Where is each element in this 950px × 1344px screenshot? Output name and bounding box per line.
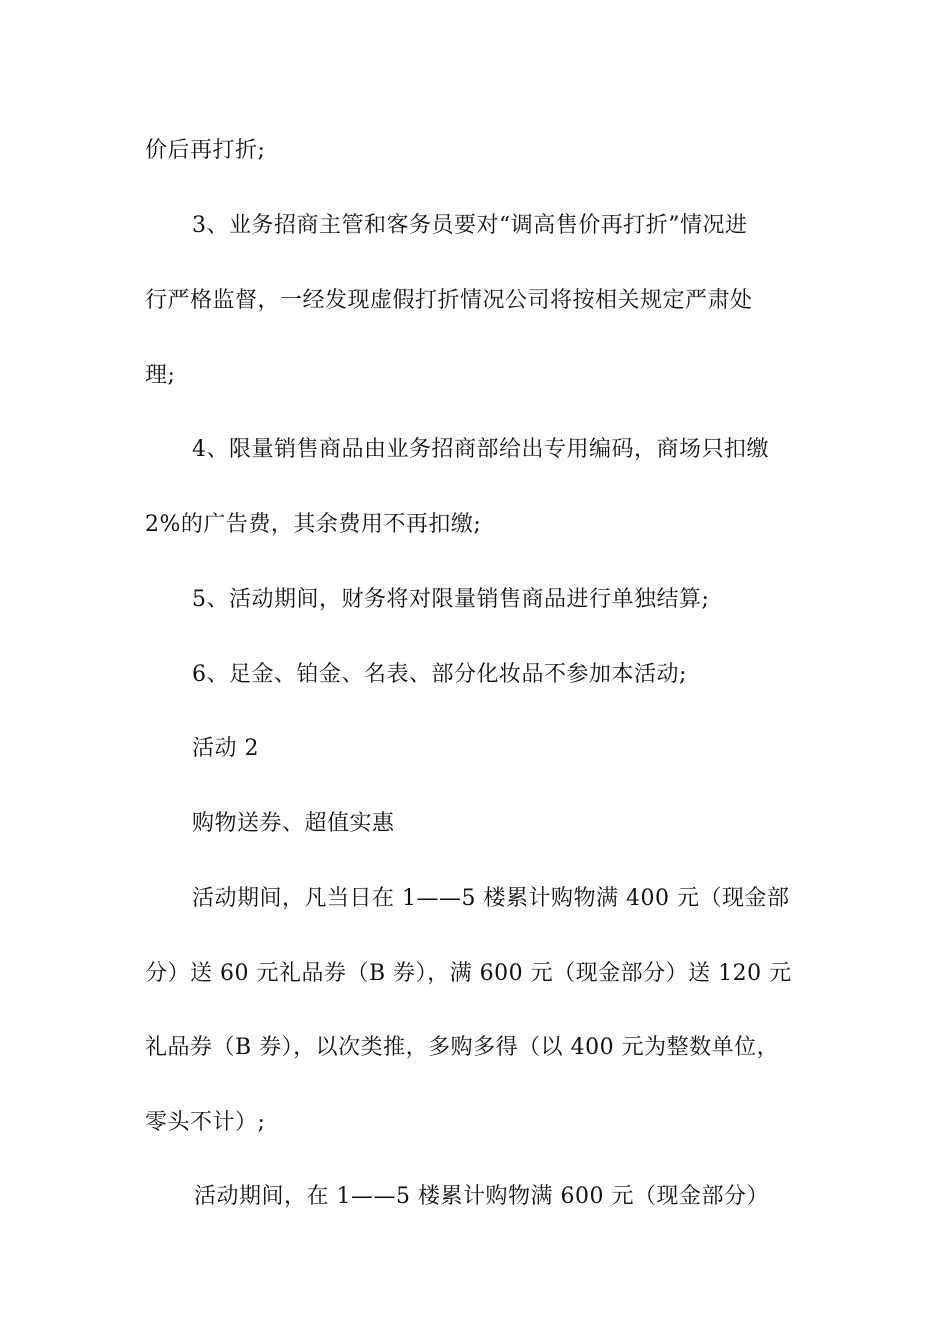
paragraph-line: 6、足金、铂金、名表、部分化妆品不参加本活动;	[192, 662, 687, 687]
paragraph-line: 零头不计）;	[145, 1110, 266, 1135]
paragraph-line: 行严格监督，一经发现虚假打折情况公司将按相关规定严肃处	[145, 288, 753, 313]
section-subheading: 购物送券、超值实惠	[192, 811, 395, 836]
paragraph-line: 4、限量销售商品由业务招商部给出专用编码，商场只扣缴	[192, 437, 769, 462]
paragraph-line: 活动期间，凡当日在 1——5 楼累计购物满 400 元（现金部	[192, 886, 790, 911]
paragraph-line: 2%的广告费，其余费用不再扣缴;	[145, 512, 482, 537]
paragraph-line: 价后再打折;	[145, 138, 266, 163]
paragraph-line: 5、活动期间，财务将对限量销售商品进行单独结算;	[192, 587, 710, 612]
paragraph-line: 分）送 60 元礼品券（B 券），满 600 元（现金部分）送 120 元	[145, 961, 792, 986]
paragraph-line: 礼品券（B 券），以次类推，多购多得（以 400 元为整数单位，	[145, 1035, 780, 1060]
paragraph-line: 活动期间，在 1——5 楼累计购物满 600 元（现金部分）	[194, 1184, 769, 1209]
paragraph-line: 3、业务招商主管和客务员要对“调高售价再打折”情况进	[192, 213, 748, 238]
paragraph-line: 理;	[145, 363, 176, 388]
section-heading: 活动 2	[192, 736, 259, 761]
